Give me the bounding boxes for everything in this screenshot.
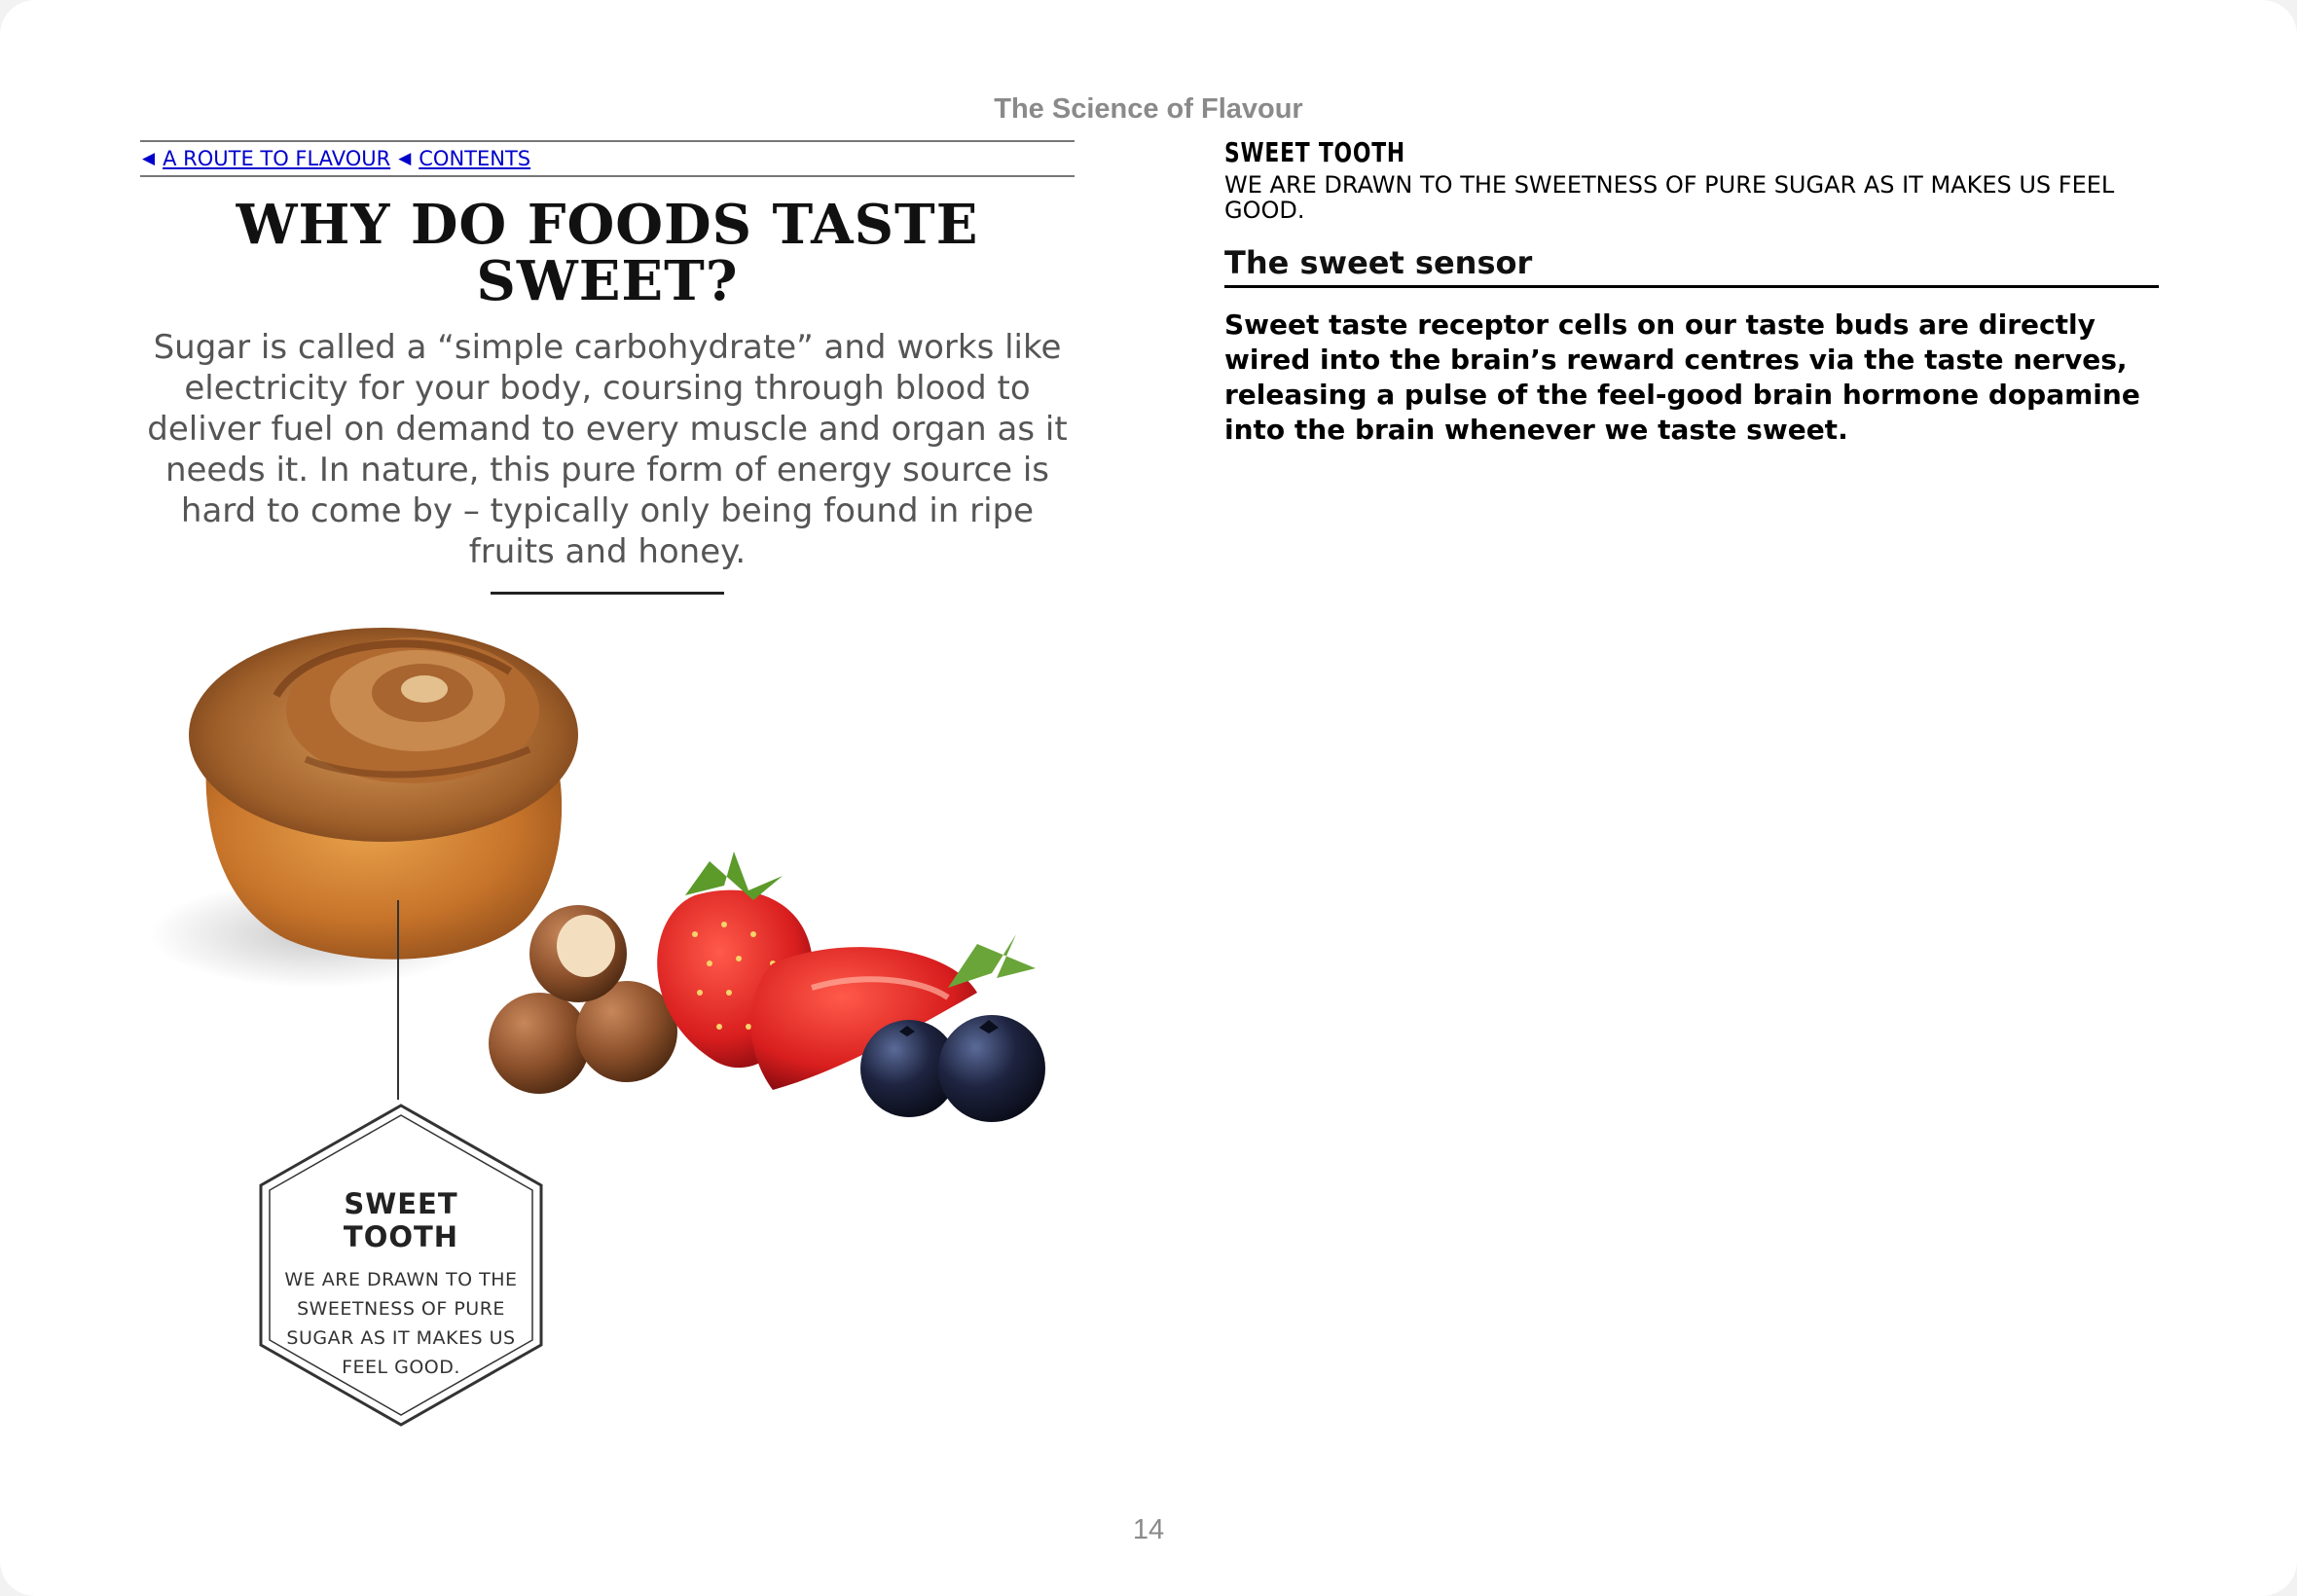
callout-title: SWEET TOOTH	[343, 1187, 459, 1253]
breadcrumb	[140, 140, 1075, 177]
intro-paragraph: Sugar is called a “simple carbohydrate” and works like electricity for your body, coursing through blood to deliver fuel on demand to every muscle and organ as it needs it. In nature, this pure form of energy source is hard to come by – typically only being found in ripe fruits and honey.	[147, 328, 1068, 571]
sweet-tooth-heading: SWEET TOOTH	[1224, 136, 1405, 168]
page-title: WHY DO FOODS TASTE SWEET?	[236, 193, 979, 313]
page-number: 14	[1132, 1514, 1165, 1545]
callout-body: WE ARE DRAWN TO THE SWEETNESS OF PURE SUGAR AS IT MAKES US FEEL GOOD.	[284, 1269, 518, 1378]
sweet-tooth-callout	[255, 1102, 547, 1429]
back-triangle-icon: ◀	[142, 149, 156, 168]
right-column	[1224, 136, 2159, 448]
section-body: Sweet taste receptor cells on our taste buds are directly wired into the brain’s reward centres via the taste nerves, releasing a pulse of the feel-good brain hormone dopamine into the brain whenever we taste sweet.	[1224, 308, 2140, 446]
divider	[491, 592, 724, 595]
sweet-tooth-subheading: WE ARE DRAWN TO THE SWEETNESS OF PURE SUGAR AS IT MAKES US FEEL GOOD.	[1224, 171, 2115, 224]
section-title: The sweet sensor	[1224, 244, 2159, 288]
back-triangle-icon: ◀	[398, 149, 412, 168]
book-title: The Science of Flavour	[994, 93, 1303, 125]
left-column	[140, 140, 1075, 595]
contents-link[interactable]: CONTENTS	[419, 147, 531, 170]
sweet-foods-illustration	[140, 603, 1075, 1431]
route-to-flavour-link[interactable]: A ROUTE TO FLAVOUR	[163, 147, 391, 170]
